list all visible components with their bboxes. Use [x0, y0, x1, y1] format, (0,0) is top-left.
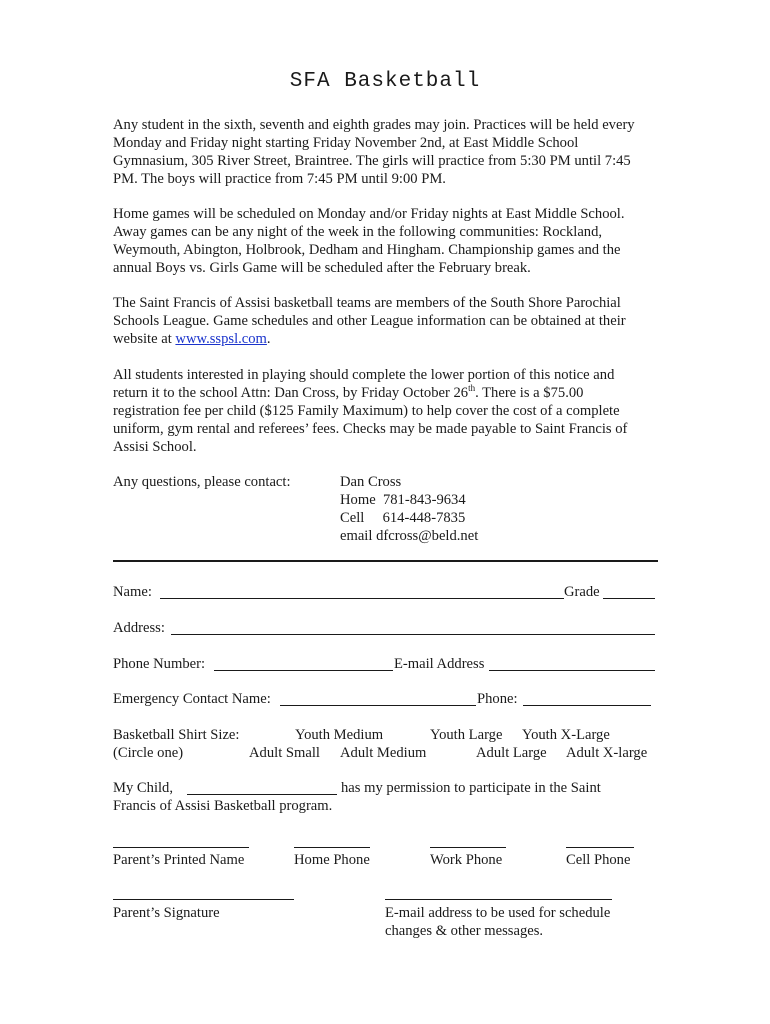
schedule-email-label-line1: E-mail address to be used for schedule: [385, 905, 611, 921]
emergency-phone-label: Phone:: [477, 691, 518, 707]
games-paragraph: [113, 205, 673, 277]
text-line: [113, 330, 673, 348]
text-line: uniform, gym rental and referees’ fees. Checks may be made payable to Saint Francis of: [113, 421, 628, 437]
text-line: Any student in the sixth, seventh and eighth grades may join. Practices will be held every: [113, 117, 635, 133]
schedule-email-label-line2: changes & other messages.: [385, 923, 544, 939]
text-line: annual Boys vs. Girls Game will be scheduled after the February break.: [113, 260, 531, 276]
name-field[interactable]: [160, 598, 564, 599]
email-label: E-mail Address: [394, 656, 485, 672]
circle-one-label: (Circle one): [113, 745, 184, 761]
text-line: Assisi School.: [113, 439, 197, 455]
league-paragraph: [113, 294, 673, 348]
address-field[interactable]: [171, 634, 655, 635]
superscript: th: [468, 383, 476, 394]
phone-field[interactable]: [214, 670, 393, 671]
contact-email: email dfcross@beld.net: [340, 528, 479, 544]
size-option-adult-small[interactable]: Adult Small: [249, 745, 320, 761]
size-option-youth-medium[interactable]: Youth Medium: [295, 727, 384, 743]
parent-printed-name-label: Parent’s Printed Name: [113, 852, 245, 868]
practice-paragraph: [113, 116, 673, 188]
schedule-email-label: [385, 904, 610, 940]
cell-phone-field[interactable]: [566, 847, 634, 848]
section-divider: [113, 560, 658, 562]
emergency-contact-label: Emergency Contact Name:: [113, 691, 271, 707]
permission-prefix: My Child,: [113, 780, 174, 796]
page-title: SFA Basketball: [289, 70, 481, 93]
text-line: PM. The boys will practice from 7:45 PM until 9:00 PM.: [113, 171, 446, 187]
size-option-adult-xlarge[interactable]: Adult X-large: [566, 745, 648, 761]
email-field[interactable]: [489, 670, 655, 671]
text-line: Gymnasium, 305 River Street, Braintree. The girls will practice from 5:30 PM until 7:45: [113, 153, 631, 169]
text-line: registration fee per child ($125 Family Maximum) to help cover the cost of a complete: [113, 403, 620, 419]
permission-text: has my permission to participate in the Saint: [341, 780, 601, 796]
website-link[interactable]: www.sspsl.com: [175, 331, 267, 347]
text-fragment: return it to the school Attn: Dan Cross, by Friday October 26: [113, 385, 469, 401]
emergency-phone-field[interactable]: [523, 705, 651, 706]
text-fragment: . There is a $75.00: [475, 385, 584, 401]
contact-label: Any questions, please contact:: [113, 474, 291, 490]
name-label: Name:: [113, 584, 152, 600]
size-option-adult-large[interactable]: Adult Large: [476, 745, 547, 761]
text-fragment: .: [266, 331, 271, 347]
size-option-youth-large[interactable]: Youth Large: [430, 727, 503, 743]
text-line: [113, 384, 673, 402]
work-phone-label: Work Phone: [430, 852, 503, 868]
text-line: Weymouth, Abington, Holbrook, Dedham and Hingham. Championship games and the: [113, 242, 621, 258]
phone-label: Phone Number:: [113, 656, 206, 672]
parent-signature-label: Parent’s Signature: [113, 905, 220, 921]
work-phone-field[interactable]: [430, 847, 506, 848]
text-line: Monday and Friday night starting Friday November 2nd, at East Middle School: [113, 135, 579, 151]
address-label: Address:: [113, 620, 165, 636]
text-line: The Saint Francis of Assisi basketball teams are members of the South Shore Parochial: [113, 295, 621, 311]
text-fragment: website at: [113, 331, 176, 347]
text-line: All students interested in playing should complete the lower portion of this notice and: [113, 367, 615, 383]
parent-signature-field[interactable]: [113, 899, 294, 900]
shirt-size-label: Basketball Shirt Size:: [113, 727, 240, 743]
text-line: Home games will be scheduled on Monday and/or Friday nights at East Middle School.: [113, 206, 625, 222]
home-phone-label: Home Phone: [294, 852, 370, 868]
size-option-youth-xlarge[interactable]: Youth X-Large: [522, 727, 610, 743]
emergency-contact-field[interactable]: [280, 705, 476, 706]
contact-block: [340, 473, 478, 545]
text-line: Away games can be any night of the week in the following communities: Rockland,: [113, 224, 603, 240]
registration-paragraph: [113, 366, 673, 456]
contact-home-phone: Home 781-843-9634: [340, 492, 466, 508]
cell-phone-label: Cell Phone: [566, 852, 631, 868]
size-option-adult-medium[interactable]: Adult Medium: [340, 745, 427, 761]
text-line: Schools League. Game schedules and other League information can be obtained at their: [113, 313, 626, 329]
contact-cell-phone: Cell 614-448-7835: [340, 510, 466, 526]
parent-printed-name-field[interactable]: [113, 847, 249, 848]
grade-field[interactable]: [603, 598, 655, 599]
child-name-field[interactable]: [187, 794, 337, 795]
permission-text-line2: Francis of Assisi Basketball program.: [113, 798, 333, 814]
schedule-email-field[interactable]: [385, 899, 612, 900]
contact-name: Dan Cross: [340, 474, 402, 490]
grade-label: Grade: [564, 584, 600, 600]
home-phone-field[interactable]: [294, 847, 370, 848]
